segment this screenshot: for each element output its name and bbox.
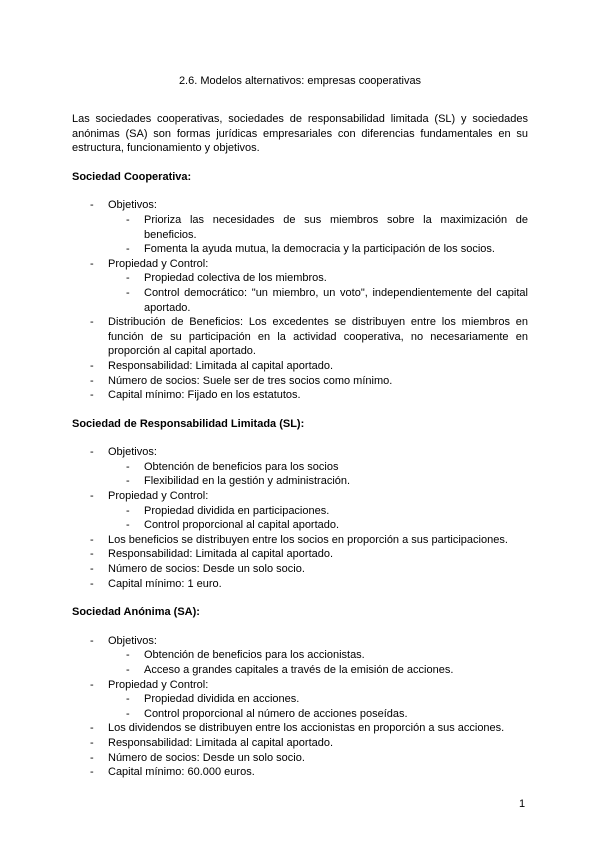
list-item-text: Capital mínimo: 1 euro.	[108, 577, 222, 590]
list-item	[72, 489, 528, 533]
list-item-text: Objetivos:	[108, 199, 157, 212]
list-item	[72, 577, 528, 592]
heading-sl: Sociedad de Responsabilidad Limitada (SL):	[72, 417, 305, 430]
list-item	[72, 765, 528, 780]
list-item-text: Número de socios: Desde un solo socio.	[108, 563, 305, 576]
sublist-item-text: Control proporcional al número de acciones poseídas.	[144, 707, 408, 720]
bullet-dash: -	[90, 359, 94, 372]
sublist-item	[108, 213, 528, 242]
bullet-dash: -	[126, 460, 130, 473]
bullet-dash: -	[126, 519, 130, 532]
sublist-item-text: Fomenta la ayuda mutua, la democracia y la participación de los socios.	[144, 243, 495, 256]
list-sa	[72, 634, 528, 780]
sublist	[108, 692, 528, 721]
sublist	[108, 271, 528, 315]
list-item	[72, 533, 528, 548]
sublist-item-text: Control proporcional al capital aportado.	[144, 519, 340, 532]
bullet-dash: -	[126, 664, 130, 676]
list-item	[72, 562, 528, 577]
bullet-dash: -	[126, 707, 130, 720]
list-item	[72, 634, 528, 678]
list-item-text: Responsabilidad: Limitada al capital aportado.	[108, 359, 334, 372]
list-item-text: Los beneficios se distribuyen entre los socios en proporción a sus participaciones.	[108, 533, 508, 546]
sublist-item	[108, 518, 528, 533]
bullet-dash: -	[90, 389, 94, 402]
bullet-dash: -	[126, 693, 130, 706]
list-sl	[72, 445, 528, 591]
bullet-dash: -	[126, 272, 130, 285]
list-item-text: Propiedad y Control:	[108, 678, 209, 691]
bullet-dash: -	[126, 243, 130, 256]
bullet-dash: -	[90, 722, 94, 735]
list-item	[72, 721, 528, 736]
bullet-dash: -	[90, 316, 94, 329]
heading-sa: Sociedad Anónima (SA):	[72, 606, 200, 619]
list-item	[72, 445, 528, 489]
sublist-item-text: Propiedad dividida en participaciones.	[144, 504, 330, 517]
sublist-item	[108, 286, 528, 315]
sublist-item	[108, 460, 528, 475]
bullet-dash: -	[90, 257, 94, 270]
bullet-dash: -	[126, 504, 130, 517]
bullet-dash: -	[90, 634, 94, 647]
list-item-text: Propiedad y Control:	[108, 257, 209, 270]
document-body	[72, 112, 528, 794]
bullet-dash: -	[90, 577, 94, 590]
sublist-item-text: Flexibilidad en la gestión y administración.	[144, 475, 351, 488]
sublist-item	[108, 271, 528, 286]
page-number: 1	[519, 798, 526, 810]
sublist	[108, 460, 528, 489]
list-item	[72, 388, 528, 403]
bullet-dash: -	[90, 678, 94, 691]
list-item	[72, 315, 528, 359]
bullet-dash: -	[126, 286, 130, 299]
list-item	[72, 547, 528, 562]
sublist-item-text: Propiedad dividida en acciones.	[144, 693, 300, 706]
bullet-dash: -	[90, 199, 94, 212]
list-cooperativa	[72, 198, 528, 402]
sublist-item-text: Prioriza las necesidades de sus miembros sobre la maximización de beneficios.	[144, 213, 528, 241]
list-item-text: Capital mínimo: Fijado en los estatutos.	[108, 389, 301, 402]
bullet-dash: -	[90, 751, 94, 764]
list-item-text: Propiedad y Control:	[108, 490, 209, 503]
sublist-item	[108, 242, 528, 257]
document-title: 2.6. Modelos alternativos: empresas cooperativas	[178, 75, 422, 87]
heading-cooperativa: Sociedad Cooperativa:	[72, 170, 192, 183]
bullet-dash: -	[90, 533, 94, 546]
list-item-text: Objetivos:	[108, 446, 157, 459]
list-item-text: Capital mínimo: 60.000 euros.	[108, 766, 255, 779]
bullet-dash: -	[90, 446, 94, 459]
sublist-item-text: Control democrático: "un miembro, un voto", independientemente del capital aportado.	[144, 286, 528, 314]
bullet-dash: -	[90, 374, 94, 387]
sublist-item	[108, 707, 528, 722]
bullet-dash: -	[126, 649, 130, 662]
bullet-dash: -	[90, 736, 94, 749]
list-item-text: Objetivos:	[108, 634, 157, 647]
sublist-item	[108, 504, 528, 519]
list-item	[72, 751, 528, 766]
list-item	[72, 678, 528, 722]
list-item	[72, 359, 528, 374]
list-item	[72, 198, 528, 256]
list-item-text: Responsabilidad: Limitada al capital aportado.	[108, 548, 334, 561]
bullet-dash: -	[126, 475, 130, 488]
bullet-dash: -	[90, 563, 94, 576]
intro-paragraph: Las sociedades cooperativas, sociedades de responsabilidad limitada (SL) y sociedades anónimas (SA) son formas jurídicas empresariales con diferencias fundamentales en su estructura, funcionamiento y objetivos.	[72, 113, 528, 155]
sublist	[108, 504, 528, 533]
sublist-item	[108, 648, 528, 663]
bullet-dash: -	[90, 548, 94, 561]
list-item	[72, 257, 528, 315]
bullet-dash: -	[90, 490, 94, 503]
sublist-item	[108, 663, 528, 678]
list-item-text: Número de socios: Desde un solo socio.	[108, 751, 305, 764]
bullet-dash: -	[126, 213, 130, 226]
sublist-item-text: Obtención de beneficios para los socios	[144, 460, 339, 473]
sublist-item	[108, 692, 528, 707]
list-item	[72, 736, 528, 751]
sublist-item	[108, 474, 528, 489]
list-item-text: Distribución de Beneficios: Los excedentes se distribuyen entre los miembros en función de su participación en la actividad cooperativa, no necesariamente en proporción al capital aportado.	[108, 316, 528, 358]
sublist	[108, 213, 528, 257]
list-item-text: Número de socios: Suele ser de tres socios como mínimo.	[108, 374, 393, 387]
bullet-dash: -	[90, 766, 94, 779]
list-item	[72, 374, 528, 389]
sublist	[108, 648, 528, 677]
list-item-text: Los dividendos se distribuyen entre los accionistas en proporción a sus acciones.	[108, 722, 505, 735]
sublist-item-text: Propiedad colectiva de los miembros.	[144, 272, 327, 285]
sublist-item-text: Obtención de beneficios para los accionistas.	[144, 649, 365, 662]
list-item-text: Responsabilidad: Limitada al capital aportado.	[108, 736, 334, 749]
sublist-item-text: Acceso a grandes capitales a través de la emisión de acciones.	[144, 664, 454, 676]
